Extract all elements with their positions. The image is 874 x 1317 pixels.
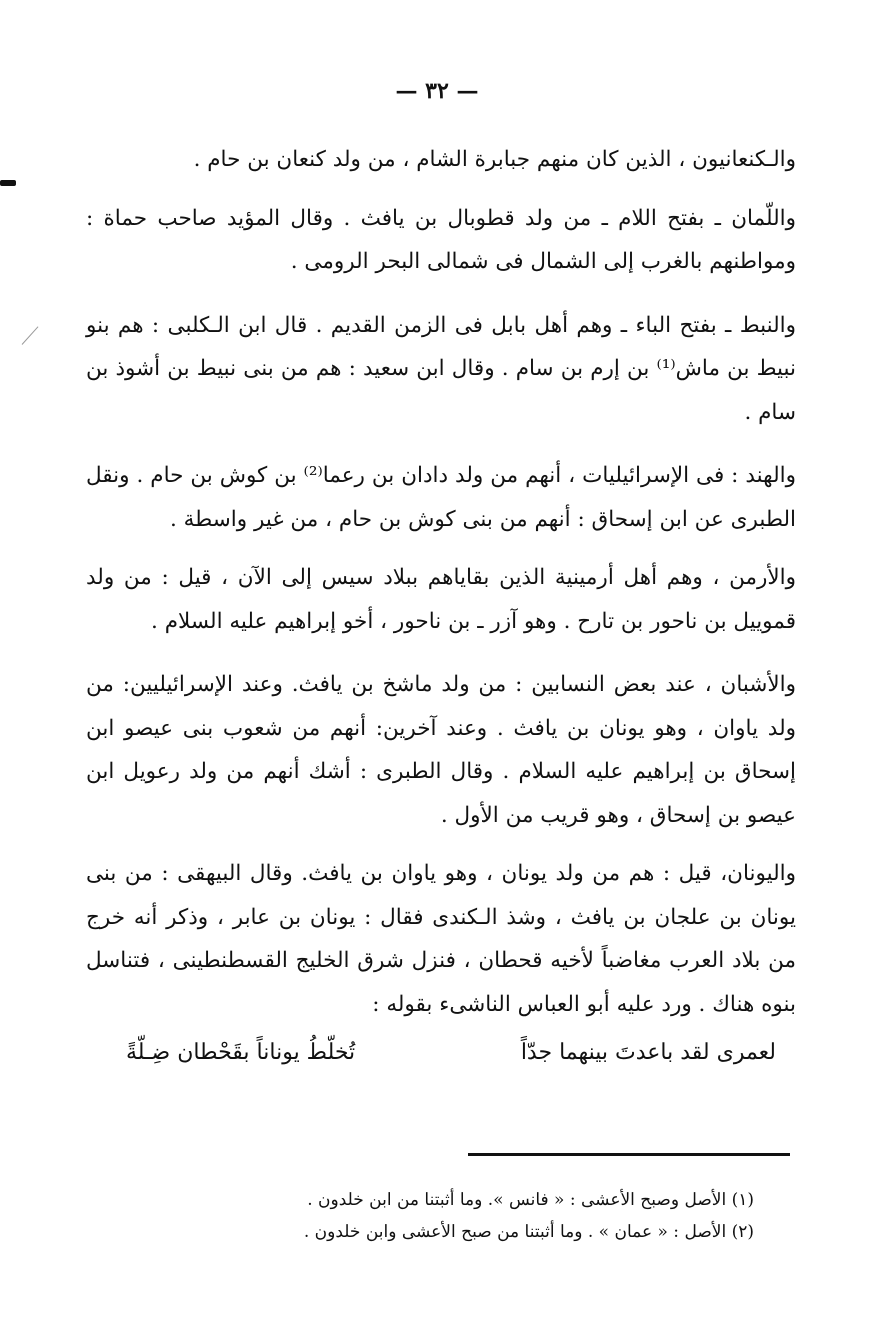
paragraph-nabat: والنبط ـ بفتح الباء ـ وهم أهل بابل فى الزمن القديم . قال ابن الـكلبى : هم بنو نبيط بن ماش⁽¹⁾ بن إرم بن سام . وقال ابن سعيد : هم من بنى نبيط بن أشوذ بن سام .: [86, 312, 796, 425]
margin-ink-mark: [0, 180, 16, 186]
paragraph-ashban: والأشبان ، عند بعض النسابين : من ولد ماشخ بن يافث. وعند الإسرائيليين: من ولد ياوان ، وهو يونان بن يافث . وعند آخرين: أنهم من شعوب بنى عيصو ابن إسحاق بن إبراهيم عليه السلام . وقال الطبرى : أشك أنهم من ولد رعويل ابن عيصو بن إسحاق ، وهو قريب من الأول .: [86, 672, 796, 828]
paragraph-yunan: واليونان، قيل : هم من ولد يونان ، وهو ياوان بن يافث. وقال البيهقى : من بنى يونان بن علجان بن يافث ، وشذ الـكندى فقال : يونان بن عابر ، وذكر أنه خرج من بلاد العرب مغاضباً لأخيه قحطان ، فنزل شرق الخليج القسطنطينى ، فتناسل بنوه هناك . ورد عليه أبو العباس الناشىء بقوله :: [86, 861, 796, 1017]
poem-verse: [86, 1031, 796, 1075]
verse-first-hemistich: لعمرى لقد باعدتَ بينهما جدّاً: [520, 1040, 776, 1065]
footnote-separator: [468, 1153, 790, 1156]
paragraph-lamman: واللّمان ـ بفتح اللام ـ من ولد قطوبال بن يافث . وقال المؤيد صاحب حماة : ومواطنهم بالغرب إلى الشمال فى شمالى البحر الرومى .: [86, 205, 796, 274]
paragraph-canaanites: والـكنعانيون ، الذين كان منهم جبابرة الشام ، من ولد كنعان بن حام .: [193, 147, 796, 172]
footnote-1: (١) الأصل وصبح الأعشى : « فانس ». وما أثبتنا من ابن خلدون .: [307, 1190, 754, 1210]
verse-second-hemistich: تُخلّطُ يوناناً بقَحْطان ضِـلّةً: [126, 1040, 356, 1065]
footnotes: [154, 1184, 754, 1248]
paragraph-hind: والهند : فى الإسرائيليات ، أنهم من ولد دادان بن رعما⁽²⁾ بن كوش بن حام . ونقل الطبرى عن ابن إسحاق : أنهم من بنى كوش بن حام ، من غير واسطة .: [86, 463, 796, 532]
paragraph-armen: والأرمن ، وهم أهل أرمينية الذين بقاياهم ببلاد سيس إلى الآن ، قيل : من ولد قموييل بن ناحور بن تارح . وهو آزر ـ بن ناحور ، أخو إبراهيم عليه السلام .: [86, 565, 796, 634]
main-text: [86, 138, 796, 1075]
footnote-2: (٢) الأصل : « عمان » . وما أثبتنا من صبح الأعشى وابن خلدون .: [303, 1222, 754, 1242]
margin-pencil-stroke: [22, 326, 39, 345]
page-number: — ٣٢ —: [395, 78, 479, 104]
